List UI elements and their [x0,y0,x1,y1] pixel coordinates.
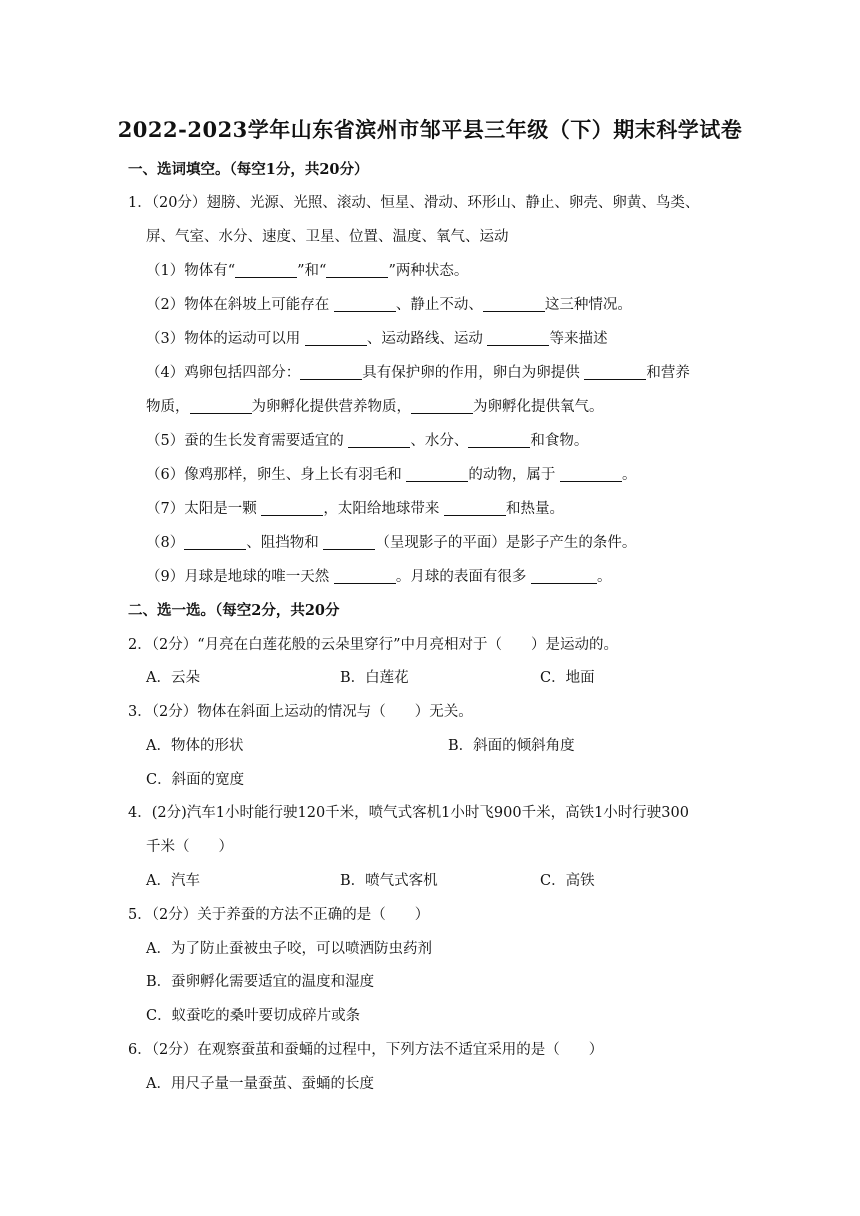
text: （9）月球是地球的唯一天然 [146,569,334,585]
question-3-option-c[interactable]: C．斜面的宽度 [146,772,245,788]
question-5-option-b[interactable]: B．蚕卵孵化需要适宜的温度和湿度 [146,974,375,990]
text: 。 [596,569,612,585]
text: （3）物体的运动可以用 [146,331,305,347]
blank[interactable] [444,500,506,516]
question-4-option-b[interactable]: B．喷气式客机 [340,873,438,889]
blank[interactable] [334,568,396,584]
question-5-option-a[interactable]: A．为了防止蚕被虫子咬，可以喷洒防虫药剂 [146,941,432,957]
blank[interactable] [326,262,388,278]
question-6-stem: 6．（2分）在观察蚕茧和蚕蛹的过程中，下列方法不适宜采用的是（ ） [128,1042,604,1058]
sub-question-7 [146,497,564,518]
sub-question-3 [146,327,607,348]
sub-question-4-line-2 [146,395,604,416]
text: （呈现影子的平面）是影子产生的条件。 [375,535,637,551]
text: ”和“ [297,263,327,279]
text: 、静止不动、 [395,297,483,313]
question-4-option-c[interactable]: C．高铁 [540,873,595,889]
blank[interactable] [184,534,246,550]
text: 为卵孵化提供氧气。 [473,399,604,415]
blank[interactable] [531,568,597,584]
question-1-line-2: 屏、气室、水分、速度、卫星、位置、温度、氧气、运动 [146,229,509,245]
text: （5）蚕的生长发育需要适宜的 [146,433,349,449]
blank[interactable] [190,398,252,414]
text: 、阻挡物和 [246,535,324,551]
section-2-header: 二、选一选。（每空2分，共20分 [128,602,340,619]
text: 和热量。 [505,501,564,517]
text: （4）鸡卵包括四部分： [146,365,301,381]
blank[interactable] [487,330,549,346]
blank[interactable] [261,500,323,516]
blank[interactable] [560,466,622,482]
text: 和食物。 [530,433,589,449]
question-3-option-b[interactable]: B．斜面的倾斜角度 [448,738,575,754]
text: （2）物体在斜坡上可能存在 [146,297,334,313]
blank[interactable] [483,296,545,312]
text: （6）像鸡那样，卵生、身上长有羽毛和 [146,467,407,483]
question-4-option-a[interactable]: A．汽车 [146,873,200,889]
text: 这三种情况。 [544,297,632,313]
text: 具有保护卵的作用，卵白为卵提供 [362,365,585,381]
question-4-line-1: 4．(2分)汽车1小时能行驶120千米，喷气式客机1小时飞900千米，高铁1小时行驶300 [128,805,689,821]
blank[interactable] [468,432,530,448]
text: （1）物体有“ [146,263,236,279]
blank[interactable] [348,432,410,448]
question-1-line-1: 1．（20分）翅膀、光源、光照、滚动、恒星、滑动、环形山、静止、卵壳、卵黄、鸟类、 [128,195,700,211]
question-6-option-a[interactable]: A．用尺子量一量蚕茧、蚕蛹的长度 [146,1076,374,1092]
text: 。 [621,467,637,483]
blank[interactable] [235,262,297,278]
text: （7）太阳是一颗 [146,501,262,517]
question-3-option-a[interactable]: A．物体的形状 [146,738,244,754]
question-2-option-c[interactable]: C．地面 [540,670,595,686]
text: ，太阳给地球带来 [323,501,444,517]
blank[interactable] [584,364,646,380]
text: （8） [146,535,185,551]
text: 、运动路线、运动 [366,331,488,347]
text: 为卵孵化提供营养物质， [251,399,411,415]
question-2-option-a[interactable]: A．云朵 [146,670,200,686]
question-5-stem: 5．（2分）关于养蚕的方法不正确的是（ ） [128,907,430,923]
sub-question-5 [146,429,588,450]
text: 等来描述 [549,331,608,347]
text: 。月球的表面有很多 [395,569,531,585]
question-4-line-2: 千米（ ） [146,839,233,855]
sub-question-6 [146,463,636,484]
blank[interactable] [334,296,396,312]
sub-question-1 [146,259,468,280]
blank[interactable] [411,398,473,414]
question-2-stem: 2．（2分）“月亮在白莲花般的云朵里穿行”中月亮相对于（ ）是运动的。 [128,637,619,653]
blank[interactable] [305,330,367,346]
blank[interactable] [300,364,362,380]
text: 物质， [146,399,190,415]
question-5-option-c[interactable]: C．蚁蚕吃的桑叶要切成碎片或条 [146,1008,361,1024]
section-1-header: 一、选词填空。（每空1分，共20分） [128,161,369,178]
blank[interactable] [323,534,375,550]
text: 和营养 [646,365,690,381]
exam-title: 2022-2023学年山东省滨州市邹平县三年级（下）期末科学试卷 [117,117,743,142]
sub-question-8 [146,531,636,552]
blank[interactable] [406,466,468,482]
text: 、水分、 [410,433,469,449]
question-2-option-b[interactable]: B．白莲花 [340,670,409,686]
sub-question-9 [146,565,611,586]
sub-question-4-line-1 [146,361,690,382]
text: 的动物，属于 [468,467,560,483]
text: ”两种状态。 [388,263,469,279]
question-3-stem: 3．（2分）物体在斜面上运动的情况与（ ）无关。 [128,704,473,720]
sub-question-2 [146,293,632,314]
